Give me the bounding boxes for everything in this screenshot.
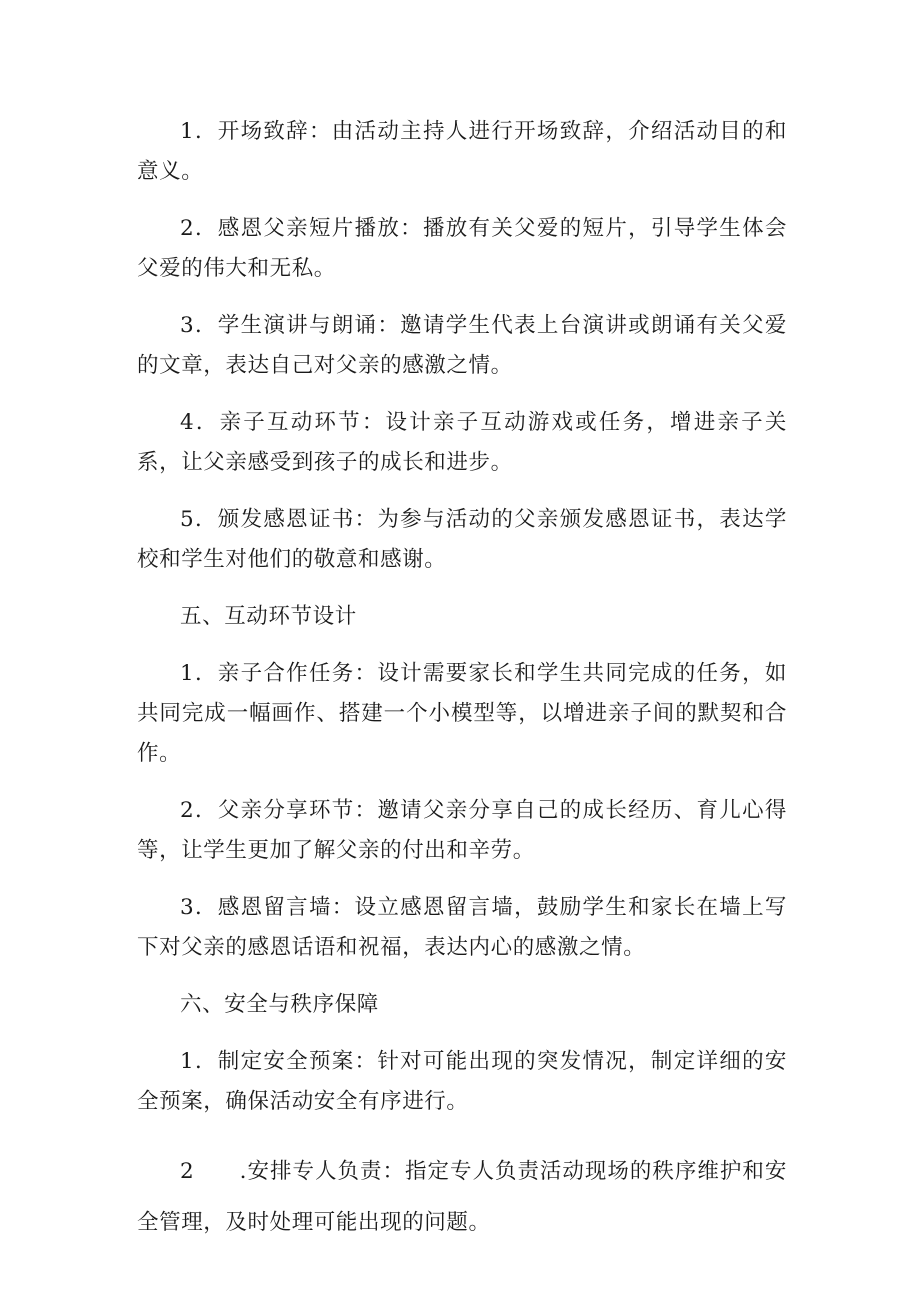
paragraph-certificate-award: 5．颁发感恩证书：为参与活动的父亲颁发感恩证书，表达学校和学生对他们的敬意和感谢。	[137, 507, 787, 572]
paragraph-assign-staff: 2 .安排专人负责：指定专人负责活动现场的秩序维护和安全管理，及时处理可能出现的问题。	[137, 1159, 787, 1235]
paragraph-film-screening: 2．感恩父亲短片播放：播放有关父爱的短片，引导学生体会父爱的伟大和无私。	[137, 216, 787, 281]
section-heading-interaction-design: 五、互动环节设计	[180, 604, 357, 629]
paragraph-student-speech: 3．学生演讲与朗诵：邀请学生代表上台演讲或朗诵有关父爱的文章，表达自己对父亲的感激之情。	[137, 313, 787, 378]
paragraph-father-sharing: 2．父亲分享环节：邀请父亲分享自己的成长经历、育儿心得等，让学生更加了解父亲的付出和辛劳。	[137, 798, 787, 863]
document-body	[137, 112, 787, 1265]
paragraph-opening-speech: 1．开场致辞：由活动主持人进行开场致辞，介绍活动目的和意义。	[137, 119, 787, 184]
paragraph-cooperation-task: 1．亲子合作任务：设计需要家长和学生共同完成的任务，如共同完成一幅画作、搭建一个小模型等，以增进亲子间的默契和合作。	[137, 661, 787, 766]
paragraph-safety-plan: 1．制定安全预案：针对可能出现的突发情况，制定详细的安全预案，确保活动安全有序进行。	[137, 1049, 787, 1114]
paragraph-parent-child-interaction: 4．亲子互动环节：设计亲子互动游戏或任务，增进亲子关系，让父亲感受到孩子的成长和进步。	[137, 410, 787, 475]
section-heading-safety-order: 六、安全与秩序保障	[180, 992, 379, 1017]
paragraph-message-wall: 3．感恩留言墙：设立感恩留言墙，鼓励学生和家长在墙上写下对父亲的感恩话语和祝福，表达内心的感激之情。	[137, 895, 787, 960]
